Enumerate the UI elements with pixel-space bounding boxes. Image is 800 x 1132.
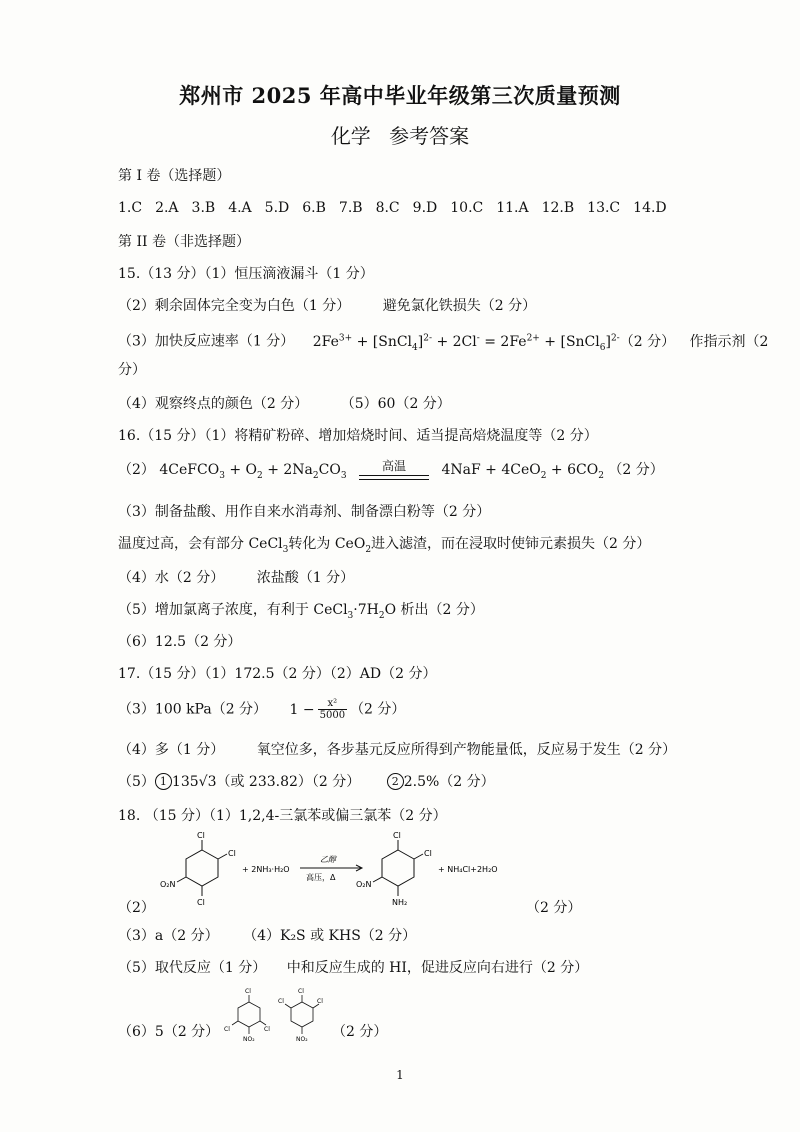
choice-answer: 11.A [496, 200, 529, 216]
isomer1-no2: NO₂ [243, 1036, 255, 1043]
page-number: 1 [396, 1068, 404, 1082]
choice-answers [118, 198, 680, 218]
q18-reaction-scheme [150, 828, 550, 914]
choice-answer: 14.D [633, 200, 667, 216]
arrow-condition-bottom: 高压，Δ [306, 873, 336, 882]
q17-3-fraction [318, 698, 347, 721]
q17-5-label: （5） [118, 774, 155, 790]
q18-4-answer: （4）K₂S 或 KHS（2 分） [243, 928, 417, 944]
choice-answer: 6.B [302, 200, 326, 216]
q16-2-condition-text: 高温 [382, 459, 407, 473]
q16-4-text-c: 进入滤渣，而在浸取时使铈元素损失（2 分） [371, 536, 651, 552]
reactant-cl-bottom: Cl [197, 898, 205, 907]
reaction-byproducts: + NH₄Cl+2H₂O [438, 865, 498, 874]
q18-6-answer: （6）5（2 分） [118, 1024, 220, 1040]
choice-answer: 3.B [191, 200, 216, 216]
isomer2-cl-left: Cl [278, 998, 284, 1005]
choice-answer: 7.B [338, 200, 363, 216]
q15-4-answer: （4）观察终点的颜色（2 分） [118, 396, 309, 412]
arrow-condition-top: 乙醇 [320, 855, 336, 864]
q15-3-indicator: 作指示剂（2 [689, 333, 769, 350]
q17-3-numerator: x² [318, 698, 347, 710]
choice-answer: 13.C [587, 200, 621, 216]
q15-line-4 [118, 394, 451, 414]
isomer1-cl-right: Cl [264, 1026, 270, 1033]
reactant-cl-top: Cl [197, 831, 205, 840]
q15-2-reason: 避免氯化铁损失（2 分） [382, 298, 537, 314]
reactant-no2: O₂N [160, 880, 176, 889]
q16-4-answer-b: 浓盐酸（1 分） [256, 570, 355, 586]
isomer2-cl-top: Cl [298, 988, 304, 995]
product-no2: O₂N [356, 880, 372, 889]
q16-line-7: （6）12.5（2 分） [118, 634, 242, 650]
page-title: 郑州市 2025 年高中毕业年级第三次质量预测 [179, 83, 621, 108]
q18-line-3 [118, 926, 416, 946]
q16-2-condition [359, 460, 429, 480]
q16-line-5 [118, 568, 354, 588]
q18-5-answer: （5）取代反应（1 分） [118, 960, 267, 976]
isomer1-cl-top: Cl [245, 988, 251, 995]
reaction-reagent: + 2NH₃·H₂O [242, 865, 290, 874]
q18-2-label: （2） [118, 900, 155, 916]
choice-answer: 8.C [375, 200, 400, 216]
reaction-scheme-svg [150, 828, 550, 910]
q16-2-products: $4NaF + 4CeO_2 + 6CO_2$ [441, 462, 604, 481]
isomer-structures-svg [222, 986, 332, 1046]
q16-5-text-b: ·7H [353, 602, 379, 618]
circled-2: 2 [387, 773, 404, 790]
page-subtitle [0, 120, 800, 149]
q17-3-answer: （3）100 kPa（2 分） [118, 701, 268, 718]
q17-3-expr-one: 1 − [289, 701, 315, 718]
isomer-2 [285, 995, 319, 1034]
q18-line-4 [118, 958, 588, 978]
isomer-1 [232, 995, 266, 1034]
q15-line-1: 15.（13 分）（1）恒压滴液漏斗（1 分） [118, 266, 374, 282]
q15-line-2 [118, 296, 536, 316]
q18-6-structures [222, 986, 332, 1050]
product-structure [373, 840, 423, 896]
q17-5-answer-2: 2.5%（2 分） [403, 774, 495, 790]
q16-2-score: （2 分） [608, 462, 664, 478]
q15-2-answer: （2）剩余固体完全变为白色（1 分） [118, 298, 351, 314]
q16-4-text-b: 转化为 CeO [288, 536, 366, 552]
q16-2-reactants: 4CeFCO$_3$ + $O_2 + 2Na_2CO_3$ [159, 462, 347, 481]
product-nh2: NH₂ [392, 898, 408, 907]
isomer1-cl-left: Cl [224, 1026, 230, 1033]
q18-2-score: （2 分） [526, 900, 582, 916]
q16-line-2 [118, 460, 664, 488]
isomer2-cl-right: Cl [317, 998, 323, 1005]
q15-line-3 [118, 328, 768, 357]
q16-line-3: （3）制备盐酸、用作自来水消毒剂、制备漂白粉等（2 分） [118, 504, 491, 520]
q17-4-answer: （4）多（1 分） [118, 742, 225, 758]
choice-answer: 2.A [155, 200, 179, 216]
choice-answer: 9.D [412, 200, 438, 216]
reactant-cl-right: Cl [228, 849, 236, 858]
q17-3-denominator: 5000 [319, 710, 346, 721]
q18-3-answer: （3）a（2 分） [118, 928, 219, 944]
q16-4-answer: （4）水（2 分） [118, 570, 225, 586]
choice-answer: 4.A [228, 200, 252, 216]
q18-5-reason: 中和反应生成的 HI，促进反应向右进行（2 分） [286, 960, 589, 976]
part1-heading: 第 I 卷（选择题） [118, 168, 231, 184]
q16-line-6: （5）增加氯离子浓度，有利于 $CeCl_3\cdot 7H_2O$ 析出（2 分） [118, 602, 484, 621]
q15-3-equation: $2Fe^{3+}$ + [SnCl$_4$]$^{2-}$ + $2Cl^- = 2Fe^{2+}$ + [SnCl$_6$]$^{2-}$（2 分） [312, 333, 676, 353]
q16-line-1: 16.（15 分）（1）将精矿粉碎、增加焙烧时间、适当提高焙烧温度等（2 分） [118, 428, 598, 444]
q17-line-4 [118, 772, 495, 792]
q17-4-reason: 氧空位多，各步基元反应所得到产物能量低，反应易于发生（2 分） [256, 742, 677, 758]
q17-3-score: （2 分） [350, 701, 406, 718]
q18-line-1: 18. （15 分）（1）1,2,4-三氯苯或偏三氯苯（2 分） [118, 808, 447, 824]
q16-4-text-a: 温度过高，会有部分 CeCl [118, 536, 283, 552]
reactant-structure [177, 840, 227, 896]
product-cl-right: Cl [424, 849, 432, 858]
part2-heading: 第 II 卷（非选择题） [118, 234, 250, 250]
choice-answer: 1.C [118, 200, 143, 216]
q17-line-1: 17.（15 分）（1）172.5（2 分）（2）AD（2 分） [118, 666, 437, 682]
choice-answer: 12.B [541, 200, 575, 216]
q15-line-3-cont: 分） [118, 362, 146, 378]
q16-5-text-c: O 析出（2 分） [384, 602, 484, 618]
choice-answer: 5.D [264, 200, 290, 216]
q17-line-3 [118, 740, 676, 760]
subject-label: 化学 [330, 124, 371, 148]
q15-5-answer: （5）60（2 分） [340, 396, 451, 412]
q16-line-4: 温度过高，会有部分 CeCl$_3$转化为 CeO$_2$进入滤渣，而在浸取时使铈元素损失（2 分） [118, 536, 651, 555]
q18-6-score: （2 分） [332, 1024, 388, 1040]
circled-1: 1 [155, 773, 172, 790]
q16-2-label: （2） [118, 462, 155, 478]
q15-3-answer: （3）加快反应速率（1 分） [118, 333, 295, 350]
doc-type-label: 参考答案 [389, 124, 470, 148]
product-cl-top: Cl [393, 831, 401, 840]
q16-5-text-a: （5）增加氯离子浓度，有利于 CeCl [118, 602, 348, 618]
choice-answer: 10.C [450, 200, 484, 216]
isomer2-no2: NO₂ [296, 1036, 308, 1043]
q17-line-2 [118, 698, 405, 726]
q17-5-answer-1: 135√3（或 233.82）（2 分） [171, 774, 361, 790]
